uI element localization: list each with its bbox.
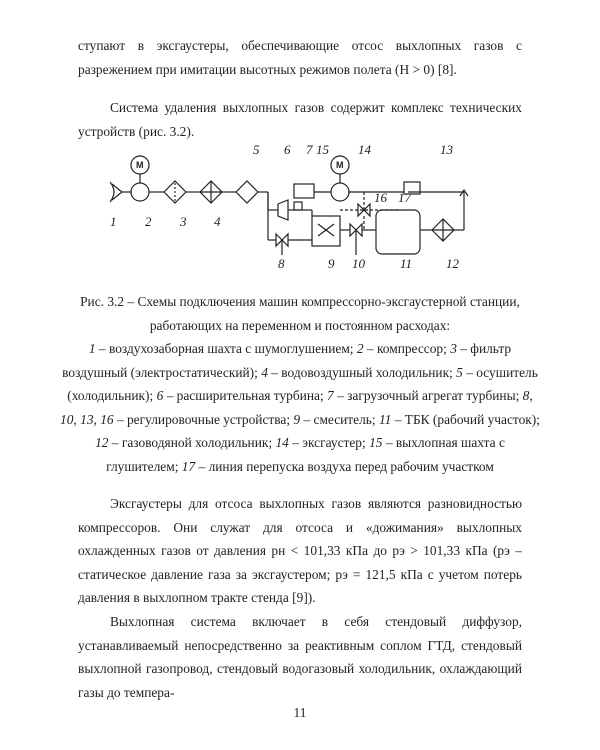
caption-item-text: – водовоздушный холодильник; [267, 364, 457, 380]
caption-item-number: 4 [261, 364, 268, 380]
label-14: 14 [358, 142, 371, 157]
caption-item-number: 17 [181, 458, 196, 474]
caption-item-text: – ТБК (рабочий участок); [391, 411, 540, 427]
caption-item-text: – эксгаустер; [288, 435, 370, 450]
caption-item-number: 8, 10, 13, 16 [60, 388, 533, 427]
label-13: 13 [440, 142, 453, 157]
caption-item-text: – компрессор; [363, 341, 451, 356]
caption-item-number: 11 [378, 411, 392, 427]
turbine-load-symbol [294, 202, 302, 210]
figure-3-2-diagram [108, 140, 498, 285]
caption-item-number: 6 [156, 388, 164, 403]
caption-item-text: – газоводяной холодильник; [108, 435, 276, 450]
label-4: 4 [214, 214, 221, 229]
figure-caption [60, 290, 540, 478]
caption-item-number: 15 [369, 435, 383, 450]
label-7: 7 [306, 142, 313, 157]
paragraph-3: Эксгаустеры для отсоса выхлопных газов являются разновидностью компрессоров. Они служат для отсоса и «дожимания» выхлопных охлажденных газов от давления pн < 101,33 кПа до pэ > 101,33 кПа (pэ – статическое давление газа за эксгаустером; pэ = 121,5 кПа с учетом потерь давления в выхлопном тракте стенда [9]). [78, 496, 522, 605]
valve-16-symbol [358, 204, 370, 216]
caption-legend [60, 337, 540, 478]
label-12: 12 [446, 256, 459, 271]
label-9: 9 [328, 256, 335, 271]
label-2: 2 [145, 214, 152, 229]
caption-item-text: – расширительная турбина; [163, 388, 328, 403]
paragraph-1: ступают в эксгаустеры, обеспечивающие отсос выхлопных газов с разрежением при имитации высотных режимов полета (H > 0) [8]. [78, 38, 522, 77]
page-number: 11 [293, 705, 307, 720]
caption-title: Рис. 3.2 – Схемы подключения машин компрессорно-эксгаустерной станции, работающих на переменном и постоянном расходах: [80, 294, 520, 333]
label-10: 10 [352, 256, 365, 271]
caption-item-number: 1 [88, 341, 96, 356]
caption-item-text: – линия перепуска воздуха перед рабочим участком [195, 458, 494, 474]
label-16: 16 [374, 190, 387, 205]
caption-item-text: – регулировочные устройства; [113, 411, 294, 427]
caption-item-text: – выхлопная шахта с глушителем; [106, 435, 505, 474]
caption-item-text: – воздухозаборная шахта с шумоглушением; [95, 341, 357, 356]
caption-item-number: 12 [95, 435, 109, 450]
tbk-symbol [376, 210, 420, 254]
caption-item-number: 3 [450, 341, 457, 356]
caption-item-text: – загрузочный агрегат турбины; [333, 388, 523, 403]
caption-item-text: – осушитель (холодильник); [67, 364, 538, 403]
caption-item-number: 9 [293, 411, 301, 427]
mixer-symbol [312, 216, 340, 246]
compressor-symbol [131, 183, 149, 201]
label-6: 6 [284, 142, 291, 157]
label-15: 15 [316, 142, 329, 157]
label-3: 3 [180, 214, 187, 229]
caption-item-number: 14 [275, 435, 289, 450]
paragraph-2: Система удаления выхлопных газов содержит комплекс технических устройств (рис. 3.2). [78, 100, 522, 139]
label-17: 17 [398, 190, 411, 205]
caption-item-text: – фильтр воздушный (электростатический); [62, 341, 512, 380]
label-5: 5 [253, 142, 260, 157]
caption-item-number: 5 [456, 364, 463, 380]
turbine-symbol [278, 200, 288, 220]
label-8: 8 [278, 256, 285, 271]
exhaust-shaft-symbol [294, 184, 314, 198]
svg-text:M: M [336, 160, 344, 170]
svg-text:M: M [136, 160, 144, 170]
label-1: 1 [110, 214, 117, 229]
dryer-symbol [236, 181, 258, 203]
paragraph-4: Выхлопная система включает в себя стендовый диффузор, устанавливаемый непосредственно за реактивным соплом ГТД, стендовый выхлопной газопровод, стендовый водогазовый холодильник, охлаждающий газы до темпера- [78, 614, 522, 700]
caption-item-number: 7 [327, 388, 334, 403]
caption-item-text: – смеситель; [300, 411, 379, 427]
exhauster-symbol [331, 183, 349, 201]
label-11: 11 [400, 256, 413, 271]
caption-item-number: 2 [356, 341, 364, 356]
